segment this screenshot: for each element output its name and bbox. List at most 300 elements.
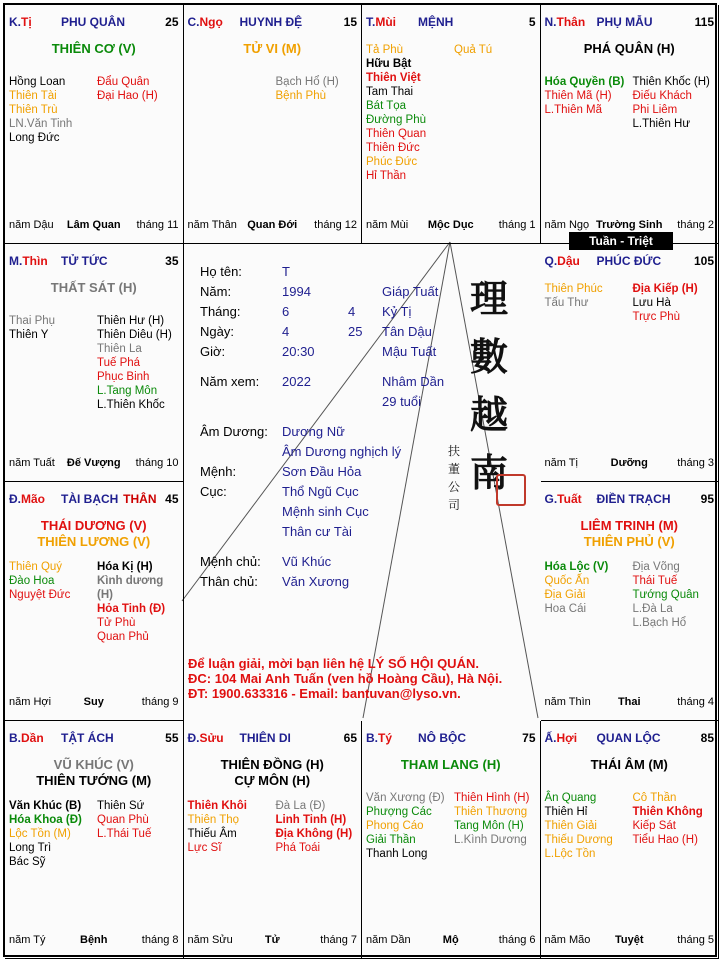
calligraphy-char: 越	[470, 392, 509, 437]
minor-star: Thiên Y	[9, 328, 49, 341]
minor-star: Thiên La	[97, 342, 142, 355]
palace-number: 65	[343, 730, 357, 745]
nam-xem-label: Năm xem:	[200, 374, 260, 389]
nam-xem-value: 2022	[282, 374, 311, 389]
minor-star: Cô Thần	[632, 791, 677, 804]
palace-header	[545, 731, 715, 747]
palace-mao	[5, 482, 184, 721]
palace-name: HUYNH ĐỆ	[239, 15, 303, 29]
minor-star: Phá Toái	[275, 841, 321, 854]
minor-star: Phi Liêm	[632, 104, 678, 116]
main-stars	[362, 757, 540, 773]
minor-star: Hỏa Tinh (Đ)	[97, 603, 166, 615]
stars-left-column	[545, 282, 603, 310]
minor-star: Linh Tinh (H)	[275, 813, 347, 826]
palace-thin	[5, 244, 184, 483]
palace-year: năm Mão	[544, 934, 591, 946]
palace-can: N.	[544, 15, 557, 29]
palace-footer	[366, 219, 536, 233]
cuc-label: Cục:	[200, 484, 227, 499]
ngay-am-lich: 25	[348, 324, 363, 339]
stars-left-column	[9, 75, 72, 145]
minor-star: Phục Binh	[97, 370, 150, 383]
palace-month: tháng 10	[135, 457, 179, 469]
palace-year: năm Thìn	[544, 695, 591, 708]
minor-star: Hữu Bật	[366, 58, 412, 70]
main-star: THÁI ÂM (M)	[590, 756, 668, 772]
main-stars	[5, 280, 183, 296]
stars-right-column	[633, 75, 710, 131]
palace-trang-sinh: Dưỡng	[610, 457, 648, 469]
palace-suu	[184, 721, 363, 960]
palace-number: 15	[343, 15, 357, 29]
palace-can: Q.	[544, 253, 558, 268]
minor-star: L.Thiên Mã	[544, 104, 603, 116]
minor-star: Trực Phù	[632, 310, 681, 323]
minor-star: Tấu Thư	[544, 296, 589, 309]
stars-right-column	[633, 282, 698, 324]
minor-star: Phúc Đức	[366, 156, 418, 168]
palace-ngo	[184, 5, 363, 244]
cuc-relation: Mệnh sinh Cục	[282, 504, 369, 519]
palace-chi: Ngọ	[199, 15, 223, 29]
minor-star: Hóa Quyền (B)	[544, 76, 625, 88]
palace-name: PHU QUÂN	[61, 15, 126, 29]
minor-star: Hóa Lộc (V)	[544, 561, 609, 573]
stars-left-column	[366, 43, 426, 183]
ngay-can-chi: Tân Dậu	[382, 324, 432, 339]
minor-star: Hóa Kị (H)	[97, 561, 153, 573]
minor-star: Tử Phù	[97, 617, 136, 629]
palace-year: năm Dậu	[9, 218, 54, 231]
palace-chi: Thân	[556, 15, 586, 29]
minor-star: Đại Hao (H)	[97, 90, 158, 102]
palace-header	[366, 731, 536, 747]
minor-star: Tuế Phá	[97, 356, 141, 369]
calligraphy-char: 南	[470, 450, 509, 495]
palace-name: TẬT ÁCH	[61, 730, 114, 745]
minor-star: Kiếp Sát	[632, 819, 676, 832]
minor-star: Bạch Hổ (H)	[275, 76, 339, 88]
palace-footer	[545, 934, 715, 948]
stars-right-column	[633, 560, 699, 630]
minor-star: Kình dương (H)	[97, 575, 164, 601]
minor-star: Thiên Hư (H)	[97, 314, 165, 327]
palace-header	[188, 15, 358, 31]
minor-star: Thiên Khốc (H)	[632, 76, 710, 88]
palace-mui	[362, 5, 541, 244]
main-star: CỰ MÔN (H)	[234, 772, 311, 788]
palace-ty	[362, 721, 541, 960]
palace-trang-sinh: Quan Đới	[247, 218, 298, 231]
palace-footer	[188, 219, 358, 233]
main-star: VŨ KHÚC (V)	[53, 756, 134, 772]
palace-footer	[9, 934, 179, 948]
palace-month: tháng 2	[677, 218, 714, 231]
main-star: PHÁ QUÂN (H)	[583, 41, 675, 56]
minor-star: Bát Tọa	[366, 100, 407, 112]
palace-name: THIÊN DI	[239, 730, 291, 745]
minor-star: Thiên Quý	[9, 561, 63, 573]
minor-star: L.Tang Môn	[97, 384, 158, 397]
am-duong-note: Âm Dương nghịch lý	[282, 444, 402, 459]
minor-star: Đường Phù	[366, 114, 426, 126]
minor-star: Lưu Hà	[632, 296, 671, 309]
palace-name: QUAN LỘC	[596, 730, 661, 745]
palace-name: ĐIỀN TRẠCH	[596, 492, 671, 506]
minor-star: Thiên Đức	[366, 142, 420, 154]
palace-trang-sinh: Tuyệt	[614, 934, 644, 946]
nam-label: Năm:	[200, 284, 232, 299]
palace-trang-sinh: Bệnh	[80, 934, 108, 946]
than-cu: Thân cư Tài	[282, 524, 352, 539]
palace-chi: Hợi	[556, 730, 578, 745]
tuoi-value: 29 tuổi	[382, 394, 422, 409]
stars-right-column	[97, 314, 172, 412]
ho-ten-value: T	[282, 264, 290, 279]
am-duong-label: Âm Dương:	[200, 424, 268, 439]
main-stars	[541, 518, 719, 550]
palace-header	[9, 15, 179, 31]
palace-can: Đ.	[9, 492, 21, 506]
stars-right-column	[97, 560, 181, 644]
palace-trang-sinh: Trường Sinh	[595, 218, 663, 231]
palace-year: năm Sửu	[187, 934, 233, 946]
palace-dan	[5, 721, 184, 960]
palace-trang-sinh: Mộ	[442, 934, 459, 946]
palace-name: TÀI BẠCH	[61, 492, 119, 506]
minor-star: L.Thái Tuế	[97, 827, 152, 840]
minor-star: Thiên Giải	[544, 819, 597, 832]
palace-than	[541, 5, 720, 244]
palace-month: tháng 12	[314, 218, 357, 231]
minor-star: Hoa Cái	[544, 603, 587, 615]
palace-header	[188, 731, 358, 747]
minor-star: Quốc Ấn	[544, 575, 590, 587]
ho-ten-label: Họ tên:	[200, 264, 242, 279]
than-chu-value: Văn Xương	[282, 574, 350, 589]
minor-star: Thiên Sứ	[97, 799, 145, 812]
palace-footer	[545, 696, 715, 710]
minor-star: L.Thiên Khốc	[97, 398, 165, 411]
main-stars	[5, 518, 183, 550]
stars-left-column	[545, 560, 609, 616]
menh-chu-label: Mệnh chủ:	[200, 554, 261, 569]
minor-star: Long Đức	[9, 132, 60, 144]
palace-can: K.	[9, 15, 21, 29]
minor-star: Thiên Quan	[366, 128, 427, 140]
stars-left-column	[9, 314, 55, 342]
palace-month: tháng 9	[141, 695, 179, 708]
palace-can: B.	[9, 730, 21, 745]
main-star: THIÊN LƯƠNG (V)	[37, 534, 151, 549]
contact-line-3: ĐT: 1900.633316 - Email: bantuvan@lyso.vn.	[188, 686, 461, 701]
main-stars	[541, 41, 719, 57]
minor-star: L.Thiên Hư	[632, 118, 691, 130]
main-star: THIÊN ĐỒNG (H)	[220, 756, 324, 772]
gio-label: Giờ:	[200, 344, 226, 359]
minor-star: Hóa Khoa (Đ)	[9, 813, 82, 826]
minor-star: Long Trì	[9, 841, 52, 854]
palace-year: năm Tị	[544, 457, 578, 469]
cuc-value: Thổ Ngũ Cục	[282, 484, 359, 499]
gio-value: 20:30	[282, 344, 315, 359]
stars-right-column	[276, 75, 339, 103]
minor-star: Thanh Long	[366, 847, 428, 860]
minor-star: L.Lộc Tồn	[544, 847, 596, 860]
palace-month: tháng 7	[320, 934, 357, 946]
palace-chi: Dần	[21, 730, 44, 745]
stars-right-column	[454, 791, 529, 847]
palace-month: tháng 1	[498, 218, 536, 231]
contact-line-1: Để luận giải, mời bạn liên hệ LÝ SỐ HỘI QUÁN.	[188, 656, 479, 671]
palace-header	[545, 492, 715, 508]
palace-header	[9, 731, 179, 747]
main-stars	[5, 41, 183, 57]
stars-left-column	[9, 560, 70, 602]
minor-star: Đào Hoa	[9, 575, 55, 587]
ngay-duong-lich: 4	[282, 324, 290, 339]
palace-year: năm Ngọ	[544, 218, 590, 231]
main-star: TỬ VI (M)	[243, 41, 302, 56]
palace-number: 45	[165, 492, 179, 506]
stars-left-column	[545, 791, 613, 861]
minor-star: Thái Tuế	[632, 575, 678, 587]
palace-number: 5	[528, 15, 536, 29]
main-star: THIÊN CƠ (V)	[51, 41, 136, 56]
palace-chi: Tuất	[557, 492, 582, 506]
palace-chi: Tị	[21, 15, 32, 29]
palace-can: C.	[187, 15, 200, 29]
palace-footer	[9, 457, 179, 471]
main-star: THẤT SÁT (H)	[50, 279, 137, 295]
gio-can-chi: Mậu Tuất	[382, 344, 437, 359]
thang-duong-lich: 6	[282, 304, 290, 319]
minor-star: Tang Môn (H)	[454, 819, 524, 832]
minor-star: Văn Xương (Đ)	[366, 791, 445, 804]
minor-star: L.Kình Dương	[454, 833, 527, 846]
main-stars	[541, 757, 719, 773]
palace-can: Ấ.	[544, 730, 557, 745]
palace-month: tháng 3	[677, 457, 714, 469]
thang-am-lich: 4	[348, 304, 356, 319]
minor-star: Phong Cáo	[366, 819, 424, 832]
palace-month: tháng 8	[141, 934, 179, 946]
minor-star: Địa Giải	[544, 589, 586, 601]
stars-right-column	[97, 75, 158, 103]
minor-star: Thiên Hỉ	[544, 805, 588, 818]
main-stars	[184, 757, 362, 789]
palace-number: 55	[165, 730, 179, 745]
minor-star: Nguyệt Đức	[9, 589, 71, 601]
minor-star: Bệnh Phù	[275, 90, 327, 102]
nam-can-chi: Giáp Tuất	[382, 284, 439, 299]
main-star: THAM LANG (H)	[400, 756, 501, 772]
palace-year: năm Tý	[9, 934, 46, 946]
minor-star: Lực Sĩ	[187, 841, 222, 854]
am-duong-value: Dương Nữ	[282, 424, 345, 439]
minor-star: Thiên Việt	[366, 72, 421, 84]
menh-chu-value: Vũ Khúc	[282, 554, 332, 569]
minor-star: Thiên Không	[632, 805, 703, 818]
palace-can: G.	[544, 492, 558, 506]
small-char: 公	[448, 480, 461, 494]
minor-star: Quả Tú	[454, 44, 493, 56]
minor-star: Thiên Tài	[9, 90, 57, 102]
palace-trang-sinh: Lâm Quan	[66, 218, 121, 231]
palace-dau	[541, 244, 720, 483]
thang-label: Tháng:	[200, 304, 241, 319]
minor-star: Thiên Phúc	[544, 282, 603, 295]
palace-name: TỬ TỨC	[61, 253, 108, 268]
palace-year: năm Thân	[187, 218, 237, 231]
minor-star: Đẩu Quân	[97, 76, 150, 88]
ngay-label: Ngày:	[200, 324, 234, 339]
minor-star: Địa Kiếp (H)	[632, 282, 698, 295]
palace-year: năm Tuất	[9, 457, 55, 469]
palace-can: B.	[366, 730, 378, 745]
palace-trang-sinh: Tử	[264, 934, 280, 946]
minor-star: Địa Võng	[632, 561, 680, 573]
minor-star: Thiên Trù	[9, 104, 58, 116]
palace-name: PHÚC ĐỨC	[596, 253, 662, 268]
main-star: LIÊM TRINH (M)	[580, 518, 678, 533]
palace-year: năm Hợi	[9, 695, 52, 708]
palace-number: 75	[522, 730, 536, 745]
main-star: THIÊN TƯỚNG (M)	[36, 772, 152, 788]
palace-header	[545, 15, 715, 31]
palace-chi: Sửu	[199, 730, 224, 745]
palace-can: M.	[9, 253, 23, 268]
palace-hoi	[541, 721, 720, 960]
palace-number: 35	[165, 253, 179, 268]
minor-star: L.Đà La	[632, 603, 673, 615]
minor-star: Thiên Thọ	[187, 813, 240, 826]
calligraphy-char: 理	[470, 276, 509, 321]
minor-star: Lộc Tồn (M)	[9, 827, 71, 840]
calligraphy-char: 數	[470, 334, 509, 379]
palace-chi: Dậu	[557, 253, 580, 268]
nam-value: 1994	[282, 284, 311, 299]
minor-star: Địa Không (H)	[275, 827, 353, 840]
thang-can-chi: Kỷ Tị	[382, 304, 412, 319]
minor-star: Phượng Các	[366, 805, 432, 818]
palace-footer	[545, 219, 715, 233]
palace-can: Đ.	[187, 730, 200, 745]
palace-header	[9, 492, 179, 508]
main-stars	[5, 757, 183, 789]
palace-name: MỆNH	[418, 15, 454, 29]
minor-star: Đà La (Đ)	[275, 799, 326, 812]
minor-star: LN.Văn Tinh	[9, 118, 73, 130]
palace-month: tháng 4	[677, 695, 714, 708]
minor-star: L.Bạch Hổ	[632, 617, 687, 629]
stars-left-column	[188, 799, 247, 855]
minor-star: Tam Thai	[366, 86, 414, 98]
palace-chi: Tý	[378, 730, 393, 745]
stars-left-column	[9, 799, 82, 869]
palace-number: 115	[694, 15, 714, 29]
menh-label: Mệnh:	[200, 464, 237, 479]
minor-star: Tiểu Hao (H)	[632, 833, 698, 846]
main-star: THÁI DƯƠNG (V)	[40, 518, 147, 533]
stars-left-column	[545, 75, 625, 117]
stars-right-column	[454, 43, 492, 57]
palace-year: năm Mùi	[366, 218, 409, 231]
minor-star: Thiếu Dương	[544, 833, 613, 846]
palace-footer	[9, 219, 179, 233]
red-stamp-icon	[496, 474, 526, 506]
palace-footer	[9, 696, 179, 710]
palace-tuat	[541, 482, 720, 721]
minor-star: Hồng Loan	[9, 76, 66, 88]
palace-month: tháng 5	[677, 934, 714, 946]
small-char: 扶	[448, 444, 461, 458]
than-marker: THÂN	[123, 492, 157, 506]
palace-footer	[366, 934, 536, 948]
minor-star: Ân Quang	[544, 791, 597, 804]
palace-month: tháng 11	[136, 218, 179, 231]
stars-right-column	[97, 799, 151, 841]
minor-star: Thiên Khôi	[187, 799, 247, 812]
minor-star: Quan Phù	[97, 813, 149, 826]
palace-number: 105	[693, 253, 714, 268]
palace-chi: Mùi	[375, 15, 397, 29]
palace-month: tháng 6	[498, 934, 536, 946]
minor-star: Thiên Hình (H)	[454, 791, 530, 804]
minor-star: Thiên Mã (H)	[544, 90, 612, 102]
palace-year: năm Dần	[366, 934, 411, 946]
palace-name: NÔ BỘC	[418, 730, 466, 745]
minor-star: Giải Thần	[366, 833, 416, 846]
palace-chi: Mão	[21, 492, 45, 506]
menh-value: Sơn Đầu Hỏa	[282, 464, 362, 479]
palace-ti	[5, 5, 184, 244]
palace-footer	[188, 934, 358, 948]
palace-header	[545, 254, 715, 270]
minor-star: Quan Phủ	[97, 631, 149, 643]
palace-trang-sinh: Thai	[617, 695, 641, 708]
than-chu-label: Thân chủ:	[200, 574, 258, 589]
stars-right-column	[276, 799, 353, 855]
minor-star: Bác Sỹ	[9, 855, 46, 868]
minor-star: Hỉ Thần	[366, 170, 407, 182]
palace-chi: Thìn	[22, 253, 48, 268]
small-char: 司	[448, 498, 461, 512]
stars-right-column	[633, 791, 703, 847]
palace-trang-sinh: Suy	[83, 695, 104, 708]
minor-star: Thiên Thương	[454, 805, 528, 818]
stars-left-column	[366, 791, 445, 861]
palace-number: 95	[700, 492, 714, 506]
main-star: THIÊN PHỦ (V)	[583, 534, 675, 549]
nam-xem-can-chi: Nhâm Dần	[382, 374, 445, 389]
palace-header	[9, 254, 179, 270]
palace-number: 25	[165, 15, 179, 29]
minor-star: Thiên Diêu (H)	[97, 328, 172, 341]
small-char: 董	[448, 462, 461, 476]
minor-star: Thiếu Âm	[187, 827, 237, 840]
contact-info	[188, 656, 502, 701]
minor-star: Tướng Quân	[632, 589, 699, 601]
minor-star: Thai Phụ	[9, 314, 56, 327]
palace-footer	[545, 457, 715, 471]
palace-name: PHỤ MẪU	[596, 15, 653, 29]
contact-line-2: ĐC: 104 Mai Anh Tuấn (ven hồ Hoàng Cầu), Hà Nội.	[188, 671, 503, 686]
minor-star: Tả Phù	[366, 44, 404, 56]
main-stars	[184, 41, 362, 57]
palace-trang-sinh: Đế Vượng	[66, 457, 121, 469]
